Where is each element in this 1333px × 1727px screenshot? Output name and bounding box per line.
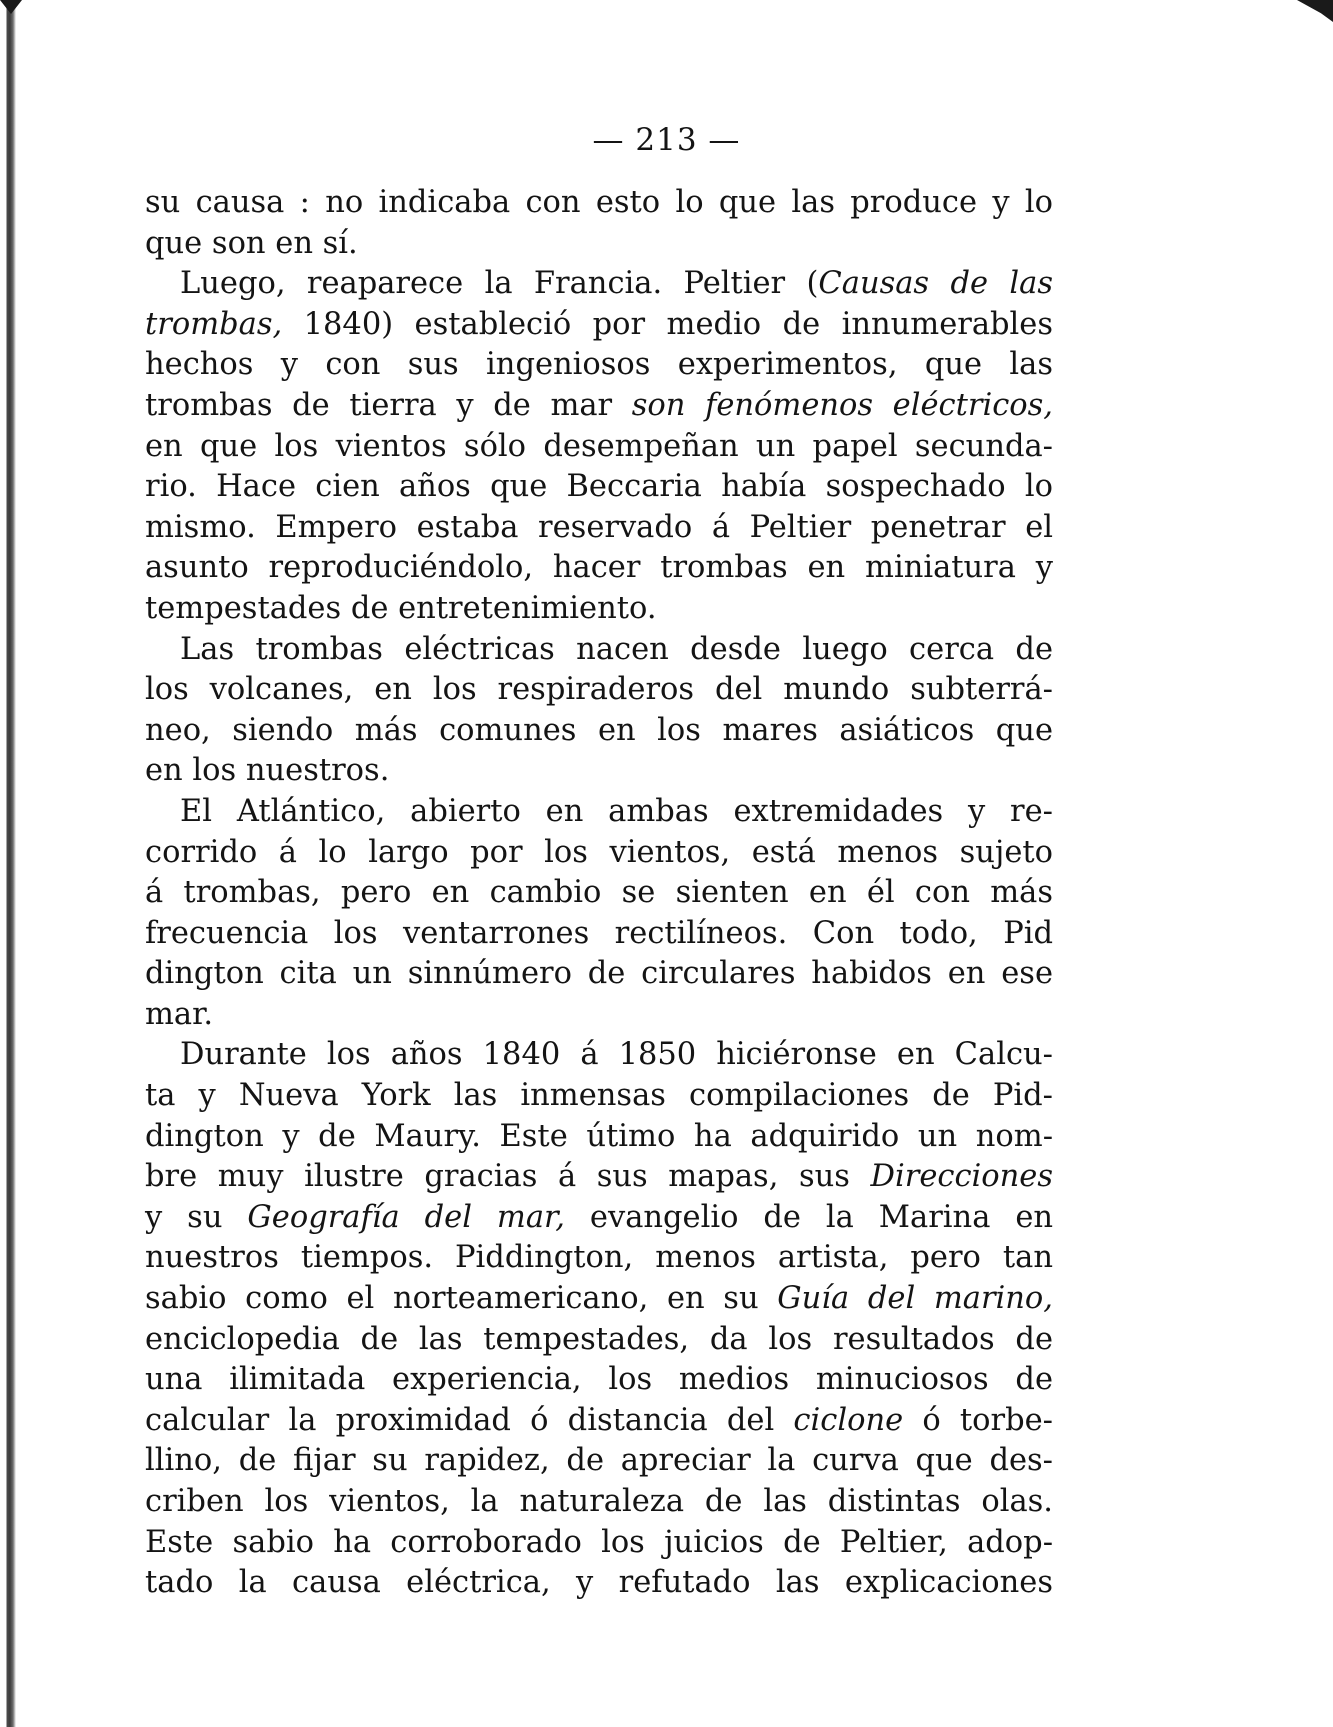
text-line: su causa : no indicaba con esto lo que las produce y lo: [145, 185, 1053, 220]
text-line: bre muy ilustre gracias á sus mapas, sus Direcciones: [145, 1159, 1053, 1195]
text-line: llino, de fijar su rapidez, de apreciar la curva que des-: [145, 1443, 1053, 1479]
text-line: los volcanes, en los respiraderos del mundo subterrá-: [145, 672, 1053, 708]
italic-title: Causas de las: [818, 266, 1053, 302]
text-line: en que los vientos sólo desempeñan un papel secunda-: [145, 428, 1053, 464]
text-line: y su Geografía del mar, evangelio de la Marina en: [145, 1199, 1054, 1235]
text-line: trombas, 1840) estableció por medio de innumerables: [145, 306, 1053, 342]
italic-title: Direcciones: [870, 1159, 1053, 1195]
text-line: trombas de tierra y de mar son fenómenos eléctricos,: [145, 387, 1054, 423]
text-line: tempestades de entretenimiento.: [145, 590, 657, 626]
page-number: — 213 —: [592, 122, 741, 158]
text-line: dington y de Maury. Este útimo ha adquirido un nom-: [145, 1118, 1053, 1154]
text-line: hechos y con sus ingeniosos experimentos, que las: [145, 347, 1053, 383]
text-line: mismo. Empero estaba reservado á Peltier penetrar el: [145, 509, 1053, 545]
scan-mark-topright: [1293, 0, 1333, 22]
text-line: Luego, reaparece la Francia. Peltier (Causas de las: [180, 266, 1053, 302]
italic-title: Guía del marino,: [777, 1281, 1053, 1317]
text-line: neo, siendo más comunes en los mares asiáticos que: [145, 712, 1053, 748]
text-line: El Atlántico, abierto en ambas extremidades y re-: [180, 793, 1053, 829]
text-line: rio. Hace cien años que Beccaria había sospechado lo: [145, 469, 1053, 505]
text-line: una ilimitada experiencia, los medios minuciosos de: [145, 1362, 1053, 1398]
text-line: Durante los años 1840 á 1850 hiciéronse en Calcu-: [180, 1037, 1053, 1073]
text-line: corrido á lo largo por los vientos, está menos sujeto: [145, 834, 1053, 870]
text-line: dington cita un sinnúmero de circulares habidos en ese: [145, 956, 1053, 992]
text-line: sabio como el norteamericano, en su Guía del marino,: [145, 1281, 1053, 1317]
italic-term: ciclone: [793, 1402, 904, 1438]
text-line: calcular la proximidad ó distancia del ciclone ó torbe-: [145, 1402, 1053, 1438]
text-line: nuestros tiempos. Piddington, menos artista, pero tan: [145, 1240, 1053, 1276]
text-line: tado la causa eléctrica, y refutado las explicaciones: [145, 1565, 1053, 1601]
text-line: Las trombas eléctricas nacen desde luego cerca de: [180, 631, 1053, 667]
text-line: mar.: [145, 996, 214, 1032]
text-line: criben los vientos, la naturaleza de las distintas olas.: [145, 1484, 1053, 1519]
text-line: Este sabio ha corroborado los juicios de Peltier, adop-: [145, 1524, 1053, 1560]
text-line: ta y Nueva York las inmensas compilaciones de Pid-: [145, 1078, 1053, 1114]
text-line: frecuencia los ventarrones rectilíneos. Con todo, Pid: [145, 915, 1053, 951]
text-line: á trombas, pero en cambio se sienten en él con más: [145, 875, 1053, 911]
italic-title: Geografía del mar,: [247, 1199, 565, 1235]
text-line: que son en sí.: [145, 225, 358, 261]
text-line: asunto reproduciéndolo, hacer trombas en miniatura y: [145, 550, 1053, 586]
text-line: enciclopedia de las tempestades, da los resultados de: [145, 1321, 1053, 1357]
scan-edge-left: [0, 0, 22, 1727]
italic-title: trombas,: [145, 306, 283, 342]
text-line: en los nuestros.: [145, 753, 390, 789]
italic-phrase: son fenómenos eléctricos,: [631, 387, 1054, 423]
body-text: [145, 183, 1053, 1604]
